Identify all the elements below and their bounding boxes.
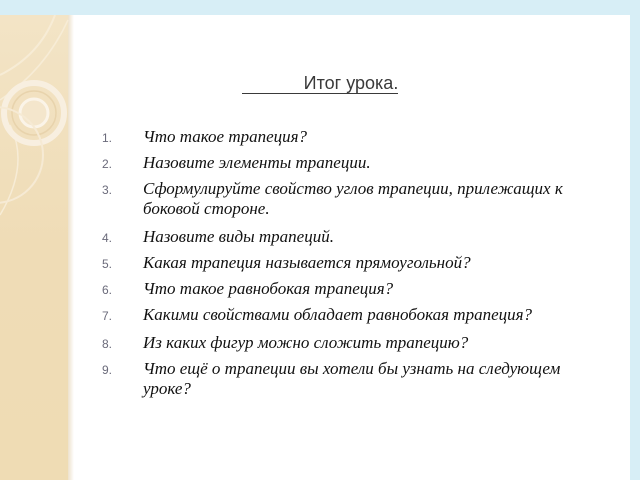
list-item bbox=[102, 333, 572, 353]
list-item-number: 2. bbox=[102, 157, 113, 171]
list-item-text: Сформулируйте свойство углов трапеции, прилежащих к боковой стороне. bbox=[143, 179, 563, 218]
list-item-number: 5. bbox=[102, 257, 113, 271]
list-item bbox=[102, 227, 572, 247]
slide-title bbox=[0, 73, 630, 94]
list-item-text: Что такое трапеция? bbox=[143, 127, 308, 146]
list-item-text: Что такое равнобокая трапеция? bbox=[143, 279, 394, 298]
slide-title-text: Итог урока. bbox=[242, 73, 399, 94]
list-item bbox=[102, 127, 572, 147]
list-item bbox=[102, 359, 572, 399]
list-item-number: 3. bbox=[102, 183, 113, 197]
list-item bbox=[102, 253, 572, 273]
list-item-number: 7. bbox=[102, 309, 113, 323]
list-item-text: Назовите виды трапеций. bbox=[143, 227, 334, 246]
list-item-number: 1. bbox=[102, 131, 113, 145]
list-item-text: Что ещё о трапеции вы хотели бы узнать на следующем уроке? bbox=[143, 359, 561, 398]
list-item-number: 8. bbox=[102, 337, 113, 351]
list-item-text: Из каких фигур можно сложить трапецию? bbox=[143, 333, 469, 352]
list-item-number: 9. bbox=[102, 363, 113, 377]
list-item-text: Какая трапеция называется прямоугольной? bbox=[143, 253, 471, 272]
list-item bbox=[102, 305, 572, 325]
list-item-number: 6. bbox=[102, 283, 113, 297]
question-list bbox=[102, 127, 572, 407]
list-item bbox=[102, 179, 572, 219]
slide bbox=[0, 15, 630, 480]
list-item-number: 4. bbox=[102, 231, 113, 245]
list-item bbox=[102, 153, 572, 173]
list-item-text: Назовите элементы трапеции. bbox=[143, 153, 371, 172]
list-item-text: Какими свойствами обладает равнобокая трапеция? bbox=[143, 305, 533, 324]
list-item bbox=[102, 279, 572, 299]
